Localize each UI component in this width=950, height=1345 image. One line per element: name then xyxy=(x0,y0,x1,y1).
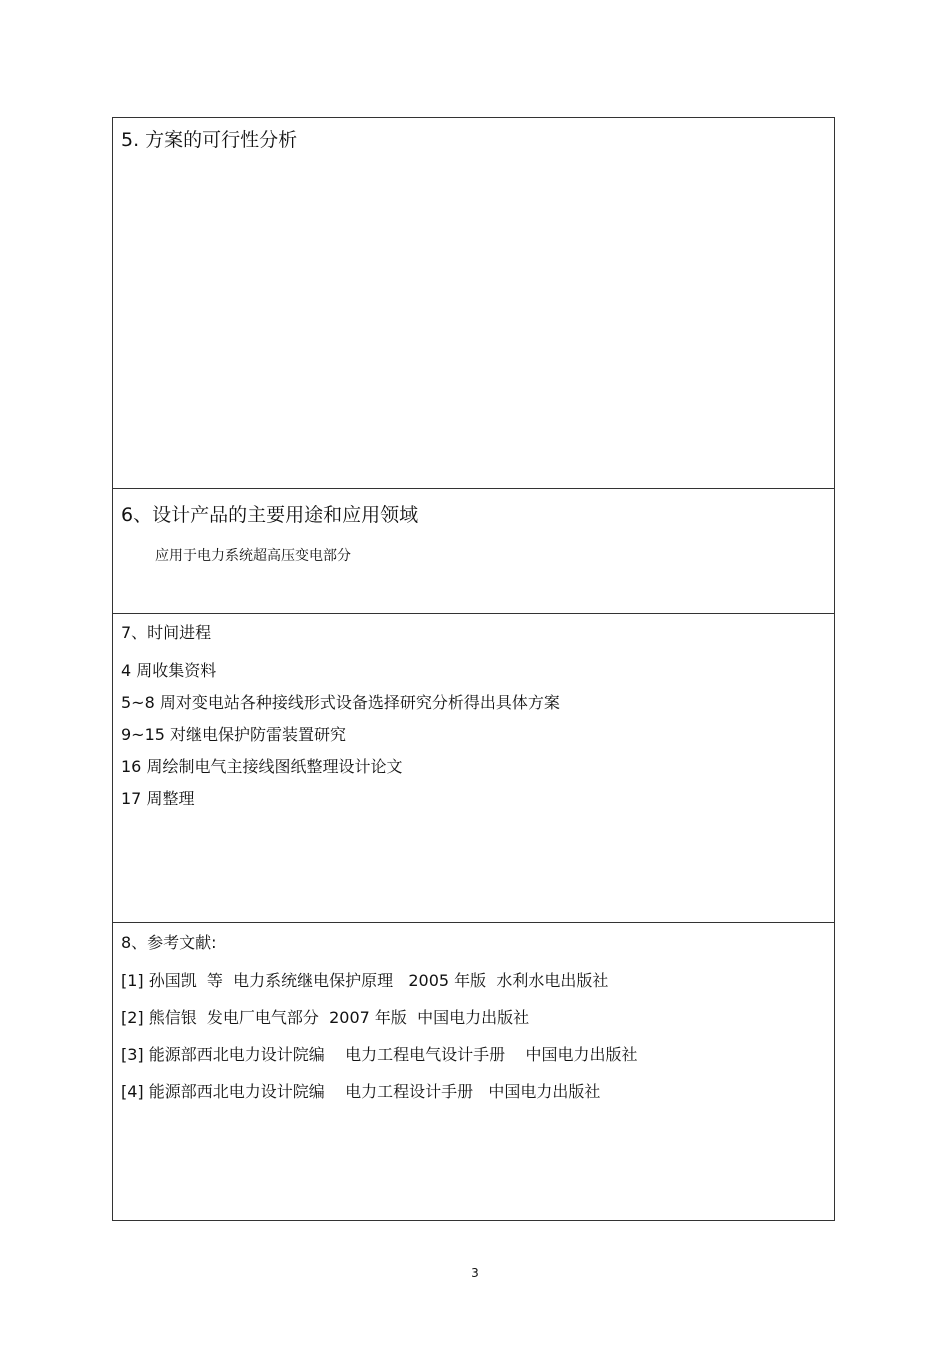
usage-section xyxy=(113,489,834,614)
reference-item: [1] 孙国凯 等 电力系统继电保护原理 2005 年版 水利水电出版社 xyxy=(121,971,609,990)
schedule-item: 9~15 对继电保护防雷装置研究 xyxy=(121,725,347,744)
reference-item: [2] 熊信银 发电厂电气部分 2007 年版 中国电力出版社 xyxy=(121,1008,530,1027)
usage-text: 应用于电力系统超高压变电部分 xyxy=(155,548,351,564)
schedule-item: 5~8 周对变电站各种接线形式设备选择研究分析得出具体方案 xyxy=(121,693,560,712)
schedule-item: 16 周绘制电气主接线图纸整理设计论文 xyxy=(121,757,403,776)
schedule-item: 4 周收集资料 xyxy=(121,661,217,680)
references-heading: 8、参考文献: xyxy=(121,933,217,952)
proposal-form-table xyxy=(112,117,835,1221)
reference-item: [3] 能源部西北电力设计院编 电力工程电气设计手册 中国电力出版社 xyxy=(121,1045,638,1064)
feasibility-section xyxy=(113,118,834,489)
schedule-item: 17 周整理 xyxy=(121,789,195,808)
schedule-section xyxy=(113,614,834,923)
references-section xyxy=(113,923,834,1220)
page-number: 3 xyxy=(471,1266,479,1280)
reference-item: [4] 能源部西北电力设计院编 电力工程设计手册 中国电力出版社 xyxy=(121,1082,601,1101)
usage-heading: 6、设计产品的主要用途和应用领域 xyxy=(121,504,419,526)
schedule-heading: 7、时间进程 xyxy=(121,623,212,642)
feasibility-heading: 5. 方案的可行性分析 xyxy=(121,129,298,151)
